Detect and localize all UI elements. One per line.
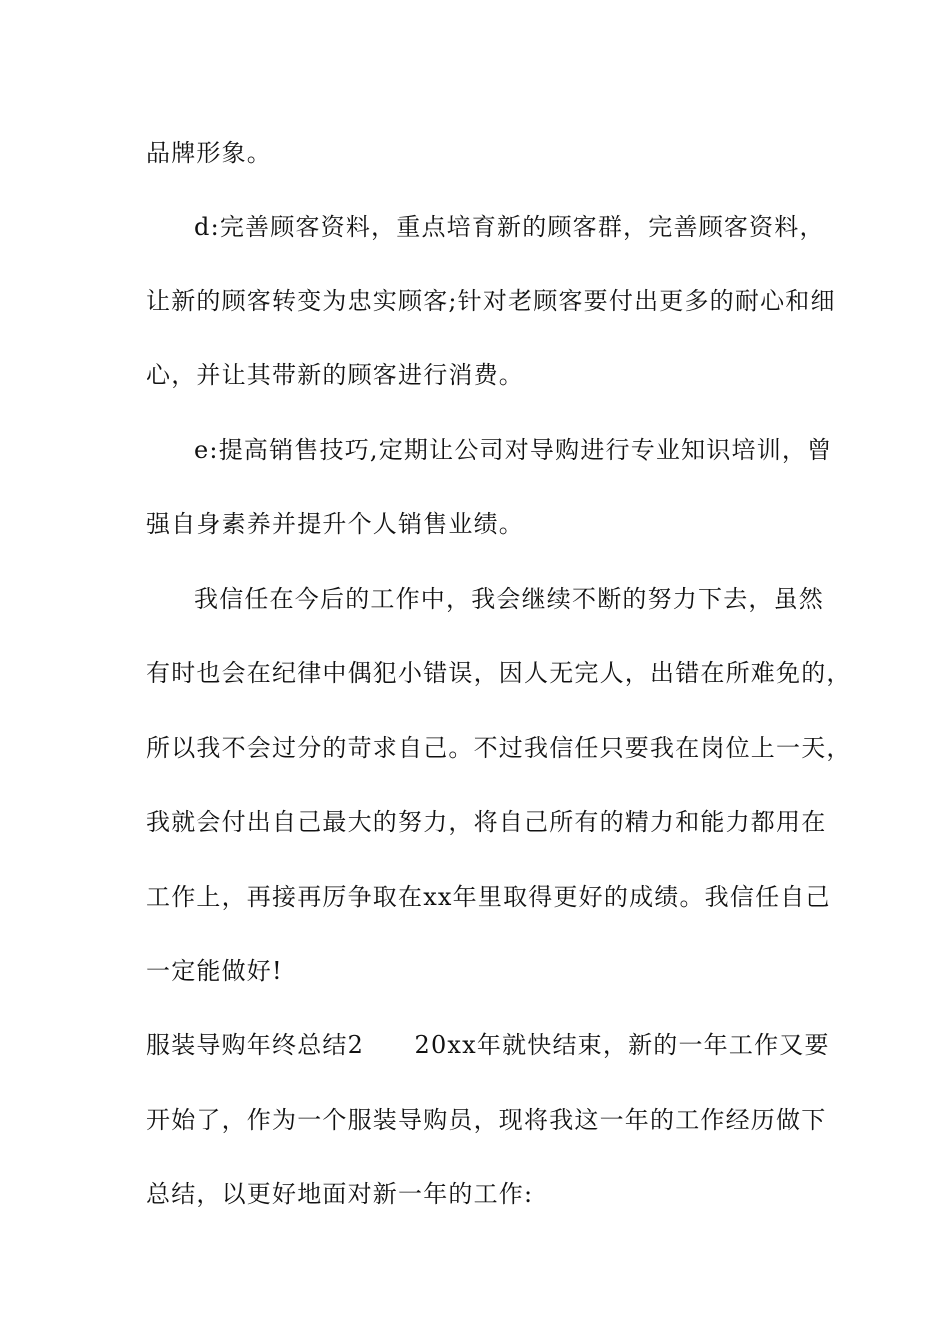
text-line: 服装导购年终总结2 20xx年就快结束，新的一年工作又要 <box>146 1031 830 1059</box>
text-line: e:提高销售技巧,定期让公司对导购进行专业知识培训，曾 <box>194 436 833 464</box>
text-line: 所以我不会过分的苛求自己。不过我信任只要我在岗位上一天， <box>146 734 852 762</box>
text-line: 工作上，再接再厉争取在xx年里取得更好的成绩。我信任自己 <box>146 883 831 911</box>
text-line: 强自身素养并提升个人销售业绩。 <box>146 510 524 538</box>
text-line: 总结，以更好地面对新一年的工作: <box>146 1180 534 1208</box>
text-line: 心，并让其带新的顾客进行消费。 <box>146 361 524 389</box>
text-line: 品牌形象。 <box>146 139 272 167</box>
text-line: 我就会付出自己最大的努力，将自己所有的精力和能力都用在 <box>146 808 827 836</box>
text-line: 有时也会在纪律中偶犯小错误，因人无完人，出错在所难免的， <box>146 659 852 687</box>
text-line: 开始了，作为一个服装导购员，现将我这一年的工作经历做下 <box>146 1106 827 1134</box>
text-line: 让新的顾客转变为忠实顾客;针对老顾客要付出更多的耐心和细 <box>146 287 836 315</box>
text-line: d:完善顾客资料，重点培育新的顾客群，完善顾客资料， <box>194 213 825 241</box>
text-line: 我信任在今后的工作中，我会继续不断的努力下去，虽然 <box>194 585 824 613</box>
text-line: 一定能做好! <box>146 957 283 985</box>
